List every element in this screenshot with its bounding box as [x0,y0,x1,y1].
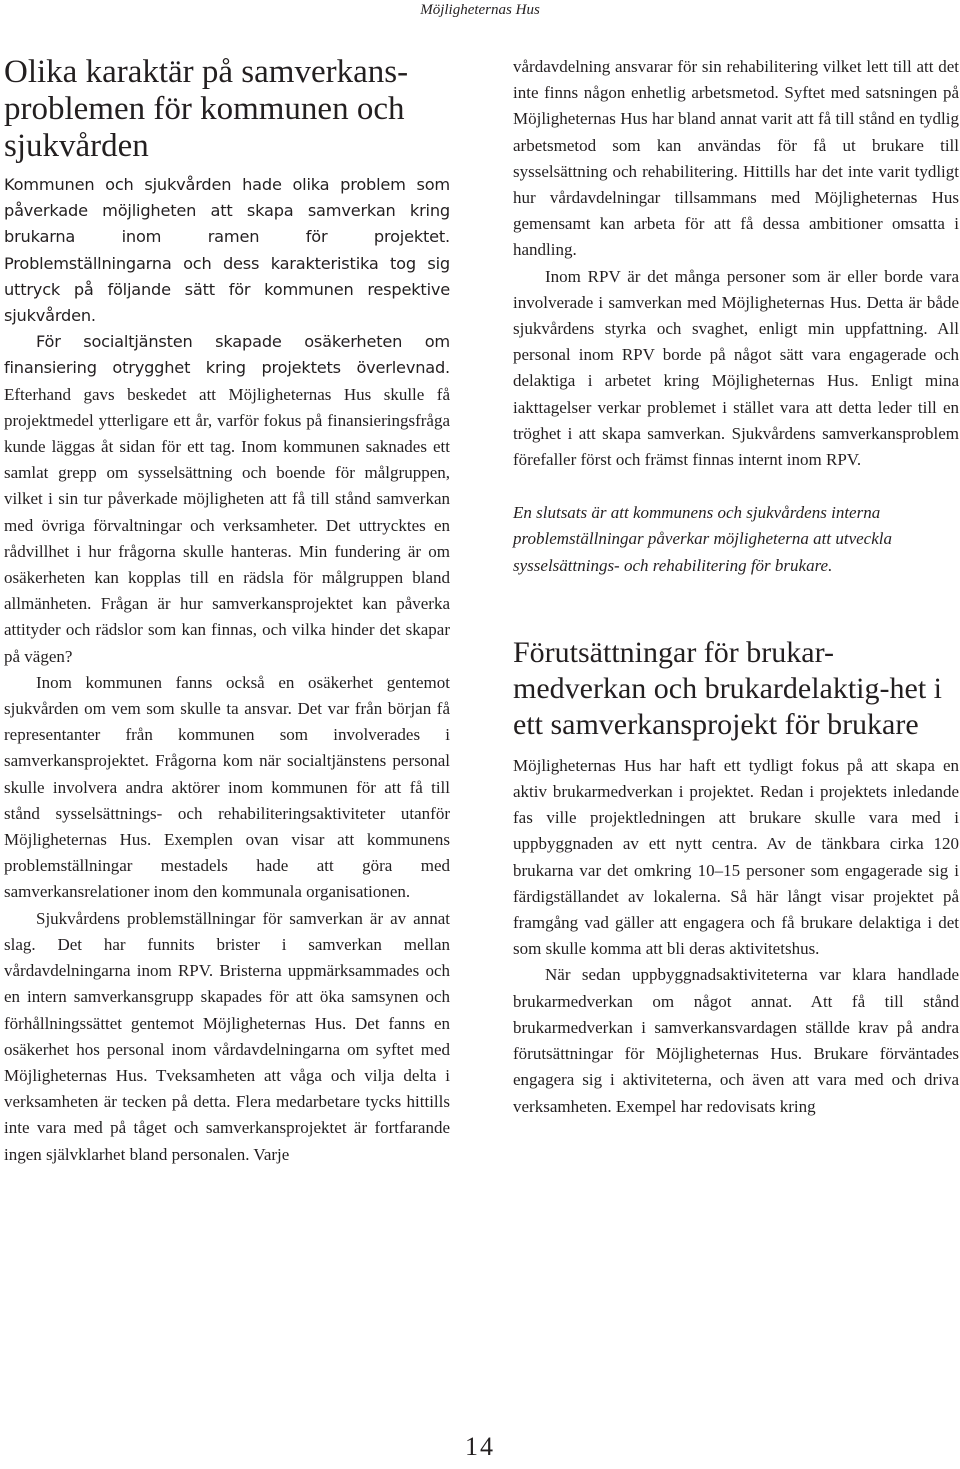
page-number: 14 [465,1432,495,1461]
paragraph-uppbyggnad: När sedan uppbyggnadsaktiviteterna var klara handlade brukarmedverkan om något annat. Att få till stånd brukarmedverkan i samverkansvardagen ställde krav på andra förutsättningar för Möjligheternas Hus. Brukare förväntades engagera sig i aktiviteterna, och även att vara med och driva verksamheten. Exempel har redovisats kring [513,965,959,1116]
section-heading-2: Förutsättningar för brukar-medverkan och brukardelaktig-het i ett samverkansprojekt för brukare [513,635,942,741]
conclusion-paragraph: En slutsats är att kommunens och sjukvårdens interna problemställningar påverkar möjligheterna att utveckla sysselsättnings- och rehabilitering för brukare. [513,503,892,575]
left-column [4,54,450,1168]
paragraph-sjukvarden: Sjukvårdens problemställningar för samverkan är av annat slag. Det har funnits brister i samverkan mellan vårdavdelningarna inom RPV. Bristerna uppmärksammades och en intern samverkansgrupp skapades för att öka samsynen och förhållningssättet gentemot Möjligheternas Hus. Det fanns en osäkerhet hos personal inom vårdavdelningarna om syftet med Möjligheternas Hus. Tveksamheten att våga och vilja delta i verksamheten är tecken på detta. Flera medarbetare tycks hittills inte vara med på tåget och samverkansprojektet är fortfarande ingen självklarhet bland personalen. Varje [4,908,450,1164]
section-heading: Olika karaktär på samverkans-problemen för kommunen och sjukvården [4,54,409,164]
paragraph-kommunen: Inom kommunen fanns också en osäkerhet gentemot sjukvården om vem som skulle ta ansvar. Det var från början få representanter från kommunen som involverades i samverkansprojektet. Frågorna kom när socialtjänstens personal skulle involvera andra aktörer inom kommunen för att få till stånd sysselsättnings- och rehabiliteringsaktiviteter utanför Möjligheternas Hus. Exemplen ovan visar att kommunens problemställningar mestadels hade att göra med samverkansrelationer inom den kommunala organisationen. [4,672,450,902]
intro-paragraph: Kommunen och sjukvården hade olika problem som påverkade möjligheten att skapa samverkan kring brukarna inom ramen för projektet. Problemställningarna och dess karakteristika tog sig uttryck på följande sätt för kommunen respektive sjukvården. [4,175,450,326]
paragraph-socialtjansten [4,329,450,670]
paragraph-brukarmedverkan: Möjligheternas Hus har haft ett tydligt fokus på att skapa en aktiv brukarmedverkan i projektet. Redan i projektets inledande fas ville projektledningen att brukare skulle vara med i uppbyggnaden av ett nytt centra. Av de tänkbara cirka 120 brukarna var det omkring 10–15 personer som engagerade sig i färdigställandet av lokalerna. Så här långt visar projektet på framgång vad gäller att engagera och få brukare delaktiga i det som skulle komma att bli deras aktivitetshus. [513,755,959,959]
paragraph-socialtjansten-lead: För socialtjänsten skapade osäkerheten om finansiering otrygghet kring projektets överlevnad. [4,332,450,378]
paragraph-continued: vårdavdelning ansvarar för sin rehabilitering vilket lett till att det inte finns någon enhetlig arbetsmetod. Syftet med satsningen på Möjligheternas Hus har bland annat varit att få till stånd en tydlig arbetsmetod som kan användas för få ut brukare till sysselsättning och rehabilitering. Hittills har det inte varit tydligt hur vårdavdelningar tillsammans med Möjligheternas Hus gemensamt kan arbeta för att få dessa ambitioner omsatta i handling. [513,57,959,260]
running-head: Möjligheternas Hus [420,2,540,18]
right-column [513,54,959,1120]
paragraph-socialtjansten-body: Efterhand gavs beskedet att Möjligheternas Hus skulle få projektmedel ytterligare ett år, varför fokus på finansieringsfråga kunde läggas åt sidan för ett tag. Inom kommunen saknades ett samlat grepp om sysselsättning och boende för målgruppen, vilket i sin tur påverkade möjligheten att få till stånd samverkan med övriga förvaltningar och verksamheter. Det uttrycktes en rådvillhet i hur frågorna skulle hanteras. Min fundering är om osäkerheten kan kopplas till en rädsla för målgruppen bland allmänheten. Frågan är hur samverkansprojektet kan påverka attityder och rädslor som kan finnas, och vilka hinder det skapar på vägen? [4,384,450,666]
paragraph-rpv: Inom RPV är det många personer som är eller borde vara involverade i samverkan med Möjligheternas Hus. Detta är både sjukvårdens styrka och svaghet, enligt min uppfattning. All personal inom RPV borde på något sätt vara engagerade och delaktiga i arbetet kring Möjligheternas Hus. Enligt mina iakttagelser verkar problemet i stället vara att detta leder till en tröghet i att skapa samverkan. Sjukvårdens samverkansproblem förefaller först och främst finnas internt inom RPV. [513,266,959,470]
